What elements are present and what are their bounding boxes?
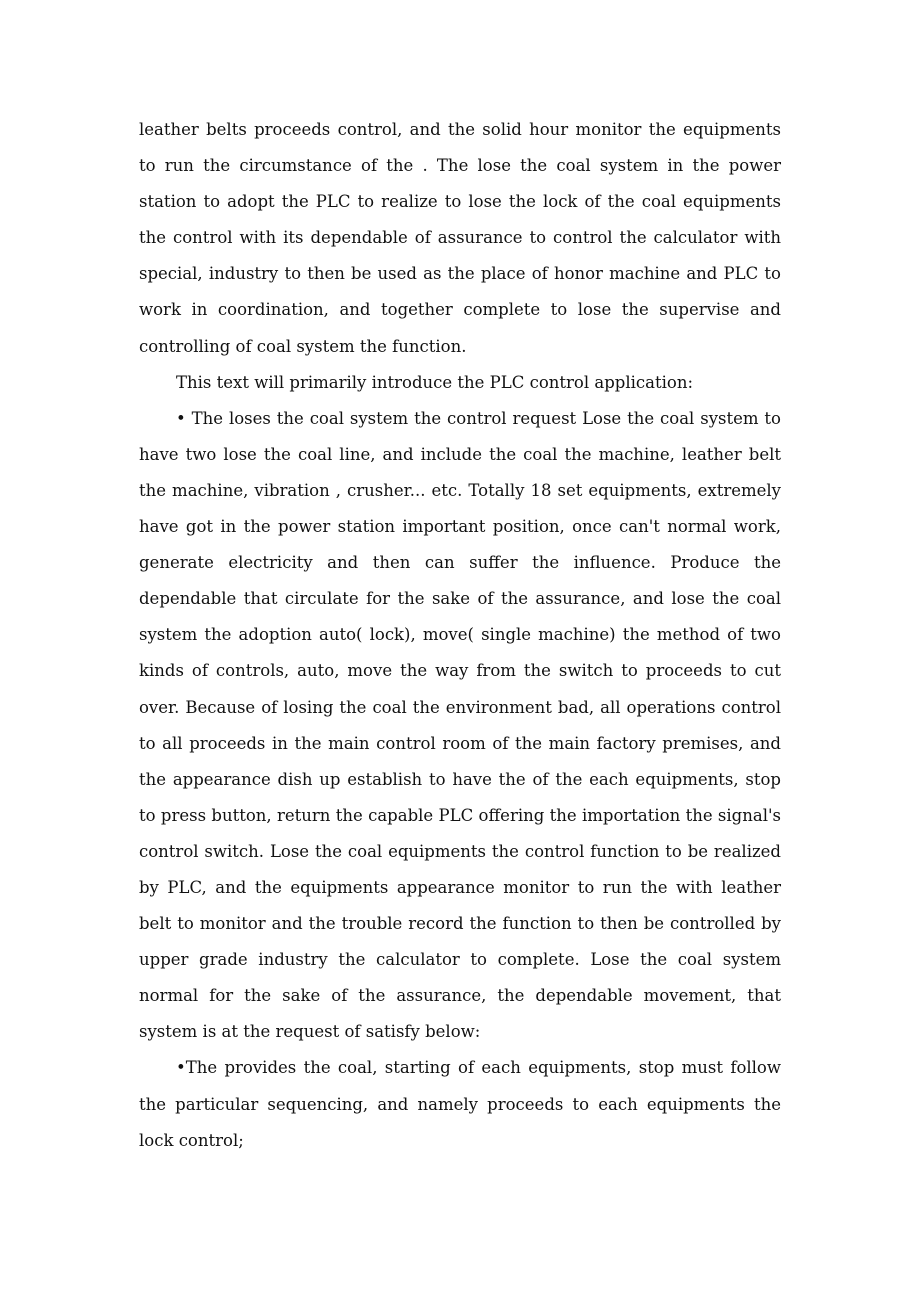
paragraph-sequencing: •The provides the coal, starting of each equipments, stop must follow the particular sequencing, and namely proceeds to each equipments the lock control; bbox=[139, 1058, 781, 1150]
paragraph-intro: This text will primarily introduce the PLC control application: bbox=[176, 372, 694, 392]
document-page bbox=[139, 112, 781, 1159]
paragraph-control-request: • The loses the coal system the control request Lose the coal system to have two lose the coal line, and include the coal the machine, leather belt the machine, vibration , crusher... etc. Totally 18 set equipments, extremely have got in the power station important position, once can't normal work, generate electricity and then can suffer the influence. Produce the dependable that circulate for the sake of the assurance, and lose the coal system the adoption auto( lock), move( single machine) the method of two kinds of controls, auto, move the way from the switch to proceeds to cut over. Because of losing the coal the environment bad, all operations control to all proceeds in the main control room of the main factory premises, and the appearance dish up establish to have the of the each equipments, stop to press button, return the capable PLC offering the importation the signal's control switch. Lose the coal equipments the control function to be realized by PLC, and the equipments appearance monitor to run the with leather belt to monitor and the trouble record the function to then be controlled by upper grade industry the calculator to complete. Lose the coal system normal for the sake of the assurance, the dependable movement, that system is at the request of satisfy below: bbox=[139, 408, 781, 1042]
paragraph-continuation: leather belts proceeds control, and the solid hour monitor the equipments to run the circumstance of the . The lose the coal system in the power station to adopt the PLC to realize to lose the lock of the coal equipments the control with its dependable of assurance to control the calculator with special, industry to then be used as the place of honor machine and PLC to work in coordination, and together complete to lose the supervise and controlling of coal system the function. bbox=[139, 120, 781, 356]
